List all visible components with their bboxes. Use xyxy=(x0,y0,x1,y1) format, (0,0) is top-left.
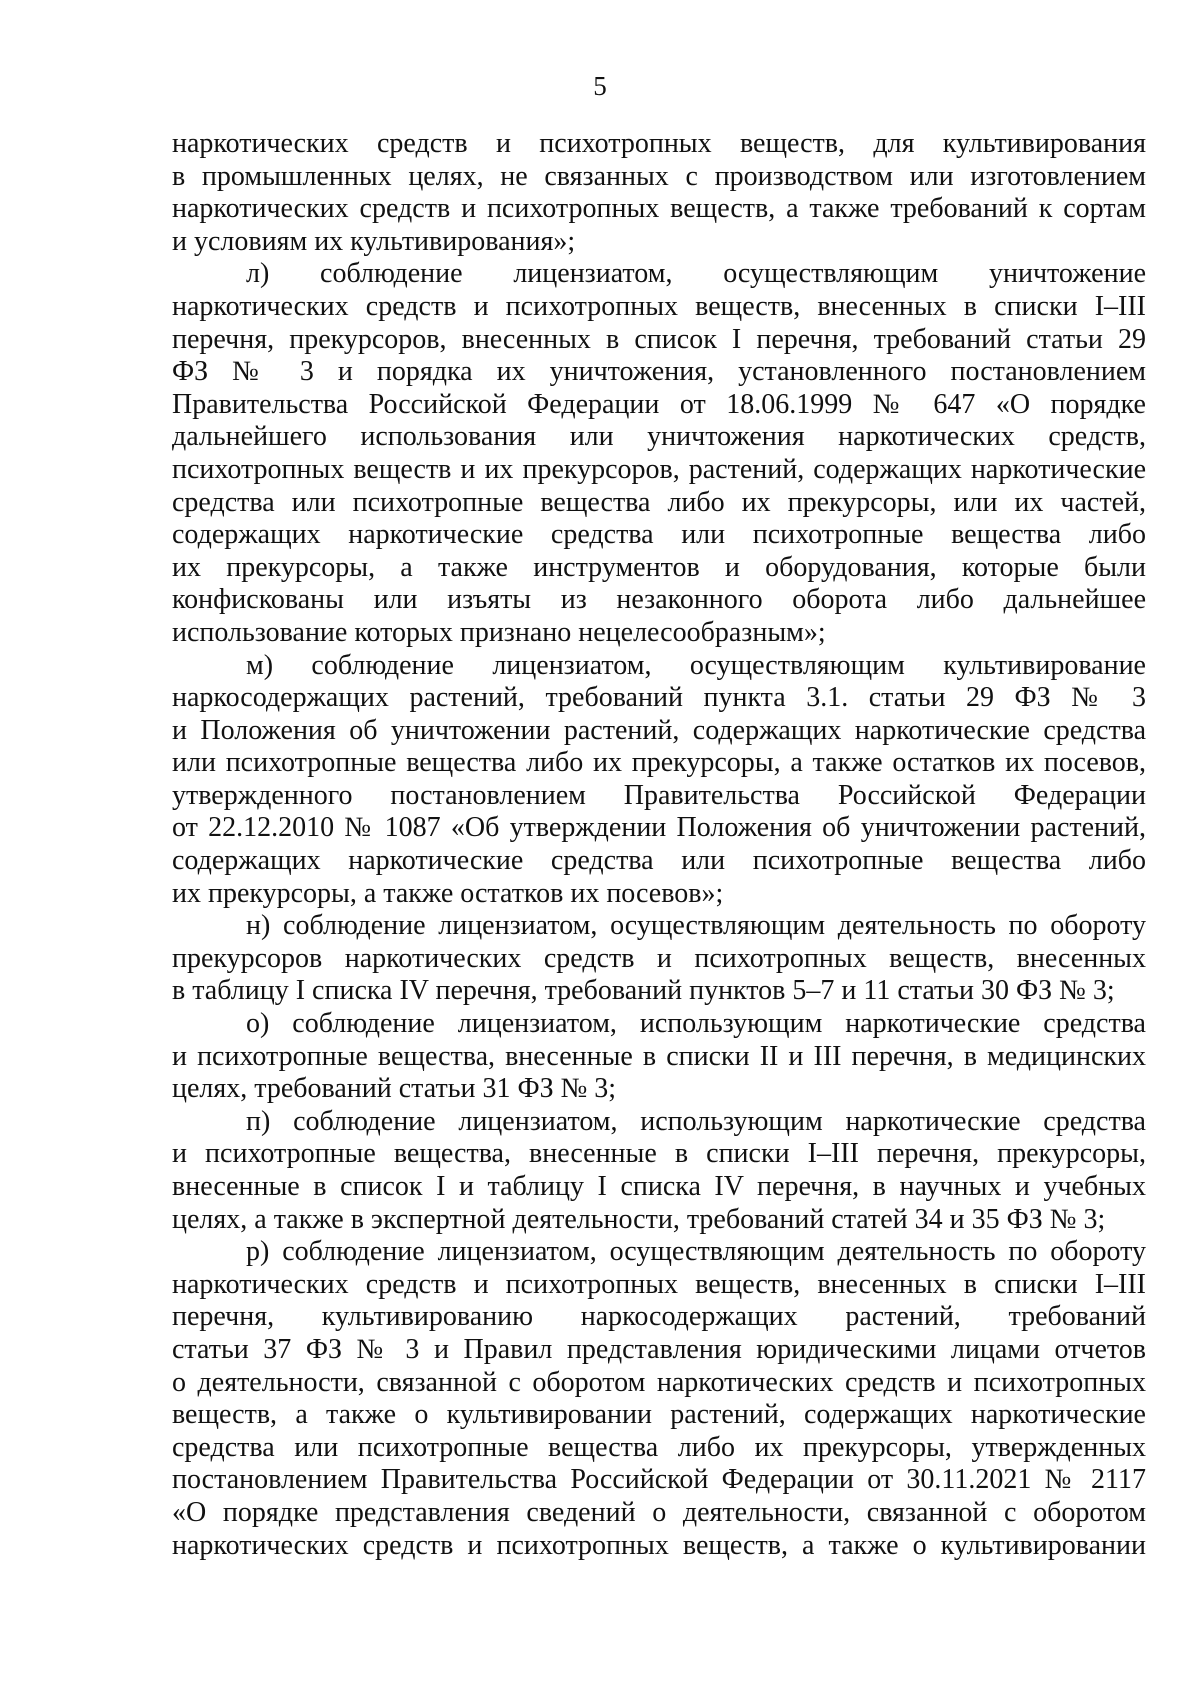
paragraph-item-r xyxy=(172,1236,1146,1562)
text-line: наркотических средств и психотропных веществ, внесенных в списки I–III xyxy=(172,1268,1146,1300)
paragraph-item-p xyxy=(172,1106,1146,1236)
text-line: наркотических средств и психотропных веществ, внесенных в списки I–III xyxy=(172,290,1146,322)
text-line: в промышленных целях, не связанных с производством или изготовлением xyxy=(172,160,1146,192)
text-line: наркотических средств и психотропных веществ, для культивирования xyxy=(172,128,1146,159)
text-line: их прекурсоры, а также остатков их посевов»; xyxy=(172,877,724,909)
text-line: о) соблюдение лицензиатом, использующим наркотические средства xyxy=(246,1008,1146,1040)
text-line: целях, а также в экспертной деятельности, требований статей 34 и 35 ФЗ № 3; xyxy=(172,1203,1106,1235)
text-line: и условиям их культивирования»; xyxy=(172,225,576,257)
text-line: содержащих наркотические средства или психотропные вещества либо xyxy=(172,519,1146,551)
document-body xyxy=(172,128,1146,1562)
text-line: веществ, а также о культивировании растений, содержащих наркотические xyxy=(172,1399,1146,1431)
text-line: и психотропные вещества, внесенные в списки I–III перечня, прекурсоры, xyxy=(172,1138,1146,1170)
text-line: р) соблюдение лицензиатом, осуществляющим деятельность по обороту xyxy=(246,1236,1146,1268)
text-line: и психотропные вещества, внесенные в списки II и III перечня, в медицинских xyxy=(172,1040,1146,1072)
text-line: психотропных веществ и их прекурсоров, растений, содержащих наркотические xyxy=(172,453,1146,485)
text-line: от 22.12.2010 № 1087 «Об утверждении Положения об уничтожении растений, xyxy=(172,812,1146,844)
text-line: конфискованы или изъяты из незаконного оборота либо дальнейшее xyxy=(172,584,1146,616)
text-line: содержащих наркотические средства или психотропные вещества либо xyxy=(172,845,1146,877)
paragraph-item-m xyxy=(172,650,1146,911)
text-line: или психотропные вещества либо их прекурсоры, а также остатков их посевов, xyxy=(172,747,1146,779)
text-line: постановлением Правительства Российской Федерации от 30.11.2021 № 2117 xyxy=(172,1464,1146,1496)
paragraph-continuation xyxy=(172,128,1146,258)
text-line: средства или психотропные вещества либо их прекурсоры, или их частей, xyxy=(172,486,1146,518)
text-line: утвержденного постановлением Правительства Российской Федерации xyxy=(172,779,1146,811)
text-line: наркосодержащих растений, требований пункта 3.1. статьи 29 ФЗ № 3 xyxy=(172,682,1146,714)
text-line: использование которых признано нецелесообразным»; xyxy=(172,616,826,648)
text-line: о деятельности, связанной с оборотом наркотических средств и психотропных xyxy=(172,1366,1146,1398)
text-line: перечня, культивированию наркосодержащих растений, требований xyxy=(172,1301,1146,1333)
paragraph-item-o xyxy=(172,1008,1146,1106)
text-line: л) соблюдение лицензиатом, осуществляющим уничтожение xyxy=(246,258,1146,290)
text-line: целях, требований статьи 31 ФЗ № 3; xyxy=(172,1073,617,1105)
text-line: наркотических средств и психотропных веществ, а также требований к сортам xyxy=(172,193,1146,225)
text-line: наркотических средств и психотропных веществ, а также о культивировании xyxy=(172,1529,1146,1561)
paragraph-item-l xyxy=(172,258,1146,649)
text-line: их прекурсоры, а также инструментов и оборудования, которые были xyxy=(172,551,1146,583)
text-line: п) соблюдение лицензиатом, использующим наркотические средства xyxy=(246,1105,1146,1137)
text-line: дальнейшего использования или уничтожения наркотических средств, xyxy=(172,421,1146,453)
text-line: прекурсоров наркотических средств и психотропных веществ, внесенных xyxy=(172,942,1146,974)
text-line: статьи 37 ФЗ № 3 и Правил представления юридическими лицами отчетов xyxy=(172,1333,1146,1365)
paragraph-item-n xyxy=(172,910,1146,1008)
text-line: «О порядке представления сведений о деятельности, связанной с оборотом xyxy=(172,1496,1146,1528)
text-line: Правительства Российской Федерации от 18.06.1999 № 647 «О порядке xyxy=(172,388,1146,420)
text-line: и Положения об уничтожении растений, содержащих наркотические средства xyxy=(172,714,1146,746)
page-number: 5 xyxy=(593,71,607,101)
text-line: внесенные в список I и таблицу I списка IV перечня, в научных и учебных xyxy=(172,1171,1146,1202)
text-line: в таблицу I списка IV перечня, требований пунктов 5–7 и 11 статьи 30 ФЗ № 3; xyxy=(172,975,1115,1007)
text-line: ФЗ № 3 и порядка их уничтожения, установленного постановлением xyxy=(172,356,1146,388)
text-line: н) соблюдение лицензиатом, осуществляющим деятельность по обороту xyxy=(246,910,1146,942)
text-line: средства или психотропные вещества либо их прекурсоры, утвержденных xyxy=(172,1431,1146,1463)
text-line: перечня, прекурсоров, внесенных в список I перечня, требований статьи 29 xyxy=(172,323,1146,355)
text-line: м) соблюдение лицензиатом, осуществляющим культивирование xyxy=(246,649,1146,681)
